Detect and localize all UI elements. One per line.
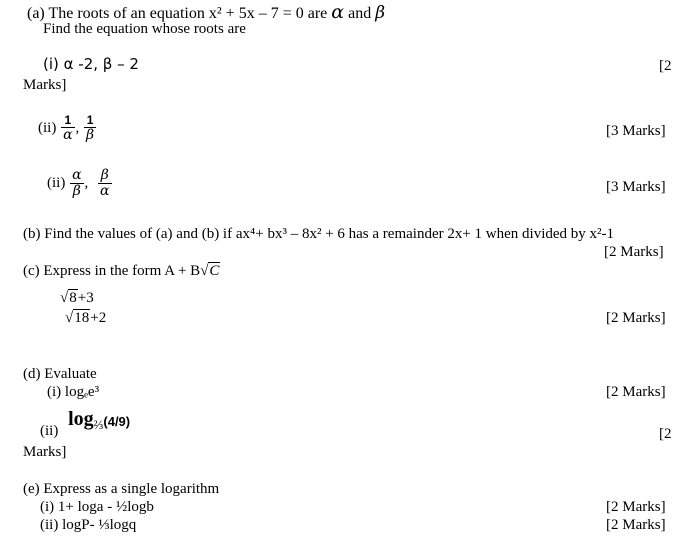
fraction-alpha-over-beta xyxy=(70,168,83,199)
fraction-numerator: α xyxy=(72,167,82,183)
log-base: ⅔ xyxy=(93,417,104,432)
question-a-i-marks-open: [2 xyxy=(659,58,672,74)
equation: x² + 5x – 7 = 0 xyxy=(208,5,304,22)
question-e-i-marks: [2 Marks] xyxy=(606,499,666,515)
question-c-text: (c) Express in the form A + B xyxy=(23,263,201,279)
question-a-ii xyxy=(38,114,97,143)
question-d-ii-label: (ii) xyxy=(40,423,59,439)
comma: , xyxy=(75,119,80,136)
text-are: are xyxy=(303,5,332,22)
question-a-i-marks-close: Marks] xyxy=(23,77,67,93)
radicand: C xyxy=(209,263,220,279)
radicand: 8 xyxy=(69,290,77,306)
sqrt-18: √18 xyxy=(65,310,90,326)
fraction-denominator: α xyxy=(100,182,110,199)
log-symbol: log xyxy=(68,408,94,430)
question-c-heading xyxy=(23,263,220,280)
fraction-denominator: β xyxy=(86,126,95,143)
log-argument: (4/9) xyxy=(103,414,131,429)
question-a-iii-label: (ii) xyxy=(47,174,66,191)
question-c-marks: [2 Marks] xyxy=(606,310,666,326)
question-d-i: (i) logₑe³ xyxy=(47,384,100,400)
fraction-numerator: β xyxy=(98,168,111,184)
fraction-denominator: β xyxy=(72,182,81,199)
question-a-intro: (a) The roots of an equation xyxy=(27,5,209,22)
question-d-i-marks: [2 Marks] xyxy=(606,384,666,400)
question-b-marks: [2 Marks] xyxy=(604,244,664,260)
fraction-numerator: 1 xyxy=(84,114,96,128)
question-e-ii: (ii) logP- ⅓logq xyxy=(40,517,137,533)
question-d-ii xyxy=(40,408,130,440)
fraction-beta-over-alpha xyxy=(98,168,111,199)
fraction-one-over-alpha xyxy=(61,114,74,143)
alpha-symbol: α xyxy=(331,1,345,23)
radicand: 18 xyxy=(74,310,90,326)
sqrt-8: √8 xyxy=(60,290,77,306)
question-e-i: (i) 1+ loga - ½logb xyxy=(40,499,154,515)
question-b: (b) Find the values of (a) and (b) if ax⁴+ bx³ – 8x² + 6 has a remainder 2x+ 1 when divided by x²-1 xyxy=(23,226,615,242)
question-a-iii xyxy=(47,168,113,199)
question-c-ii-rest: +2 xyxy=(90,310,107,326)
question-c-i xyxy=(60,290,94,307)
question-d-heading: (d) Evaluate xyxy=(23,366,97,382)
text-and: and xyxy=(344,5,376,22)
question-d-ii-marks-close: Marks] xyxy=(23,444,67,460)
fraction-numerator: 1 xyxy=(61,114,74,128)
fraction-one-over-beta xyxy=(84,114,96,143)
question-a-iii-marks: [3 Marks] xyxy=(606,179,666,195)
sqrt-c: √C xyxy=(200,263,220,279)
question-e-ii-marks: [2 Marks] xyxy=(606,517,666,533)
question-c-i-rest: +3 xyxy=(77,290,94,306)
question-c-ii xyxy=(65,310,106,327)
question-a-i: (i) α -2, β – 2 xyxy=(43,55,139,73)
question-a-instruction: Find the equation whose roots are xyxy=(43,21,246,37)
question-a-ii-label: (ii) xyxy=(38,119,57,136)
fraction-denominator: α xyxy=(63,126,73,143)
beta-symbol: β xyxy=(375,3,386,23)
question-e-heading: (e) Express as a single logarithm xyxy=(23,481,220,497)
question-a-ii-marks: [3 Marks] xyxy=(606,123,666,139)
question-d-ii-marks-open: [2 xyxy=(659,426,672,442)
comma: , xyxy=(84,174,89,191)
